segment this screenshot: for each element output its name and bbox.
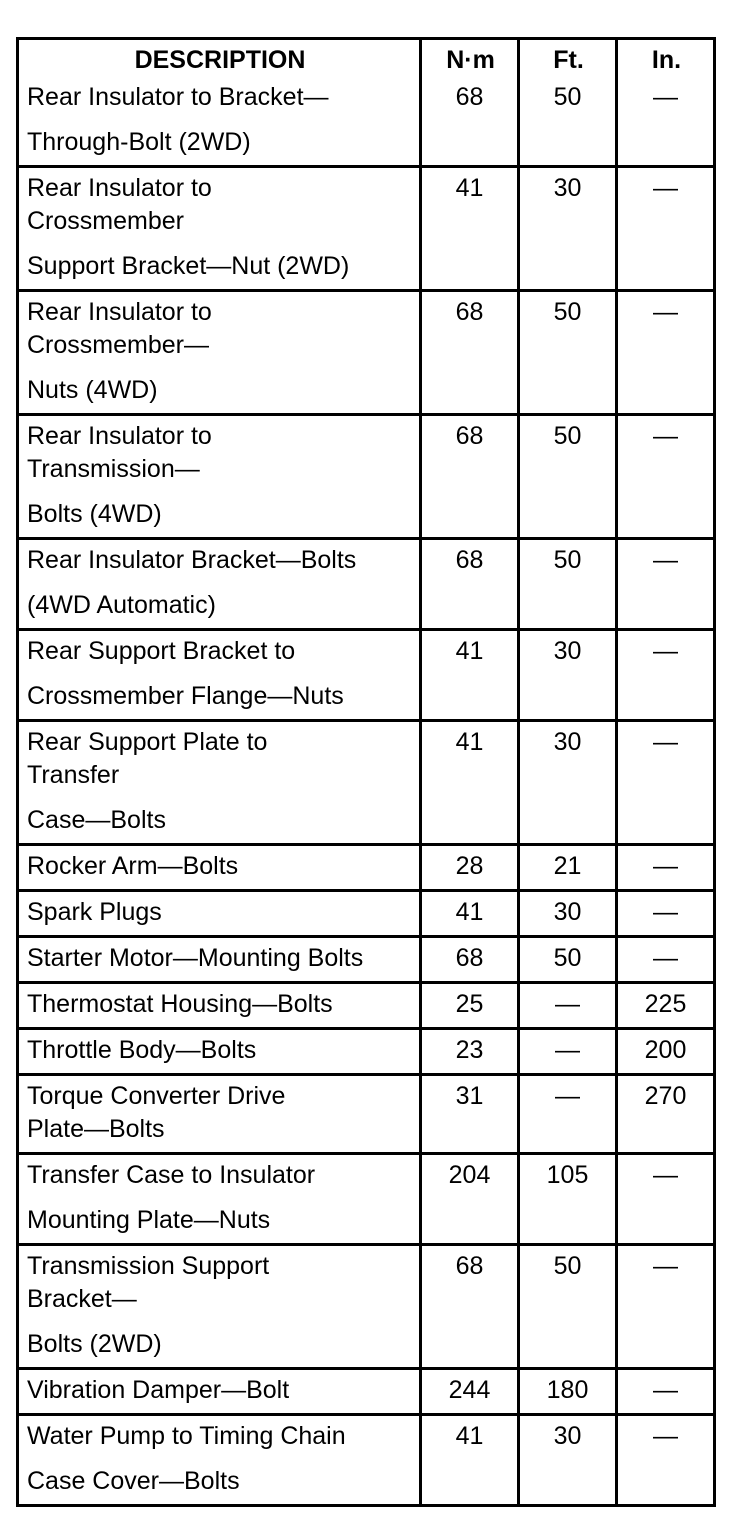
- description-line: Rear Insulator to: [27, 298, 212, 326]
- line-gap: [27, 114, 413, 126]
- description-line: Through-Bolt (2WD): [27, 128, 251, 156]
- table-row: [18, 1369, 715, 1415]
- ft-cell: 50: [519, 937, 617, 983]
- header-nm: N·m: [421, 39, 519, 78]
- nm-cell: 68: [421, 1245, 519, 1369]
- description-cell: [18, 845, 421, 891]
- header-description: DESCRIPTION: [18, 39, 421, 78]
- table-row: [18, 1075, 715, 1154]
- description-cell: [18, 415, 421, 539]
- table-row: [18, 415, 715, 539]
- nm-cell: 68: [421, 539, 519, 630]
- table-row: [18, 1029, 715, 1075]
- nm-cell: 41: [421, 1415, 519, 1506]
- in-cell: 200: [617, 1029, 715, 1075]
- description-line: Thermostat Housing—Bolts: [27, 990, 333, 1018]
- nm-cell: 204: [421, 1154, 519, 1245]
- table-row: [18, 1154, 715, 1245]
- table-row: [18, 1245, 715, 1369]
- in-cell: —: [617, 721, 715, 845]
- description-line: Transfer: [27, 761, 120, 789]
- description-cell: [18, 1154, 421, 1245]
- description-line: Torque Converter Drive: [27, 1082, 286, 1110]
- description-line: Transmission Support: [27, 1252, 270, 1280]
- line-gap: [27, 1316, 413, 1328]
- description-cell: [18, 539, 421, 630]
- description-cell: [18, 77, 421, 167]
- description-line: Throttle Body—Bolts: [27, 1036, 257, 1064]
- nm-cell: 68: [421, 415, 519, 539]
- ft-cell: 50: [519, 539, 617, 630]
- table-row: [18, 845, 715, 891]
- table-body: [18, 77, 715, 1506]
- description-cell: [18, 630, 421, 721]
- line-gap: [27, 1192, 413, 1204]
- ft-cell: 30: [519, 891, 617, 937]
- table-row: [18, 167, 715, 291]
- in-cell: —: [617, 1415, 715, 1506]
- header-ft: Ft.: [519, 39, 617, 78]
- description-cell: [18, 721, 421, 845]
- description-line: Water Pump to Timing Chain: [27, 1422, 346, 1450]
- description-line: Rear Support Bracket to: [27, 637, 296, 665]
- line-gap: [27, 792, 413, 804]
- description-line: Bracket—: [27, 1285, 137, 1313]
- description-cell: [18, 1029, 421, 1075]
- in-cell: —: [617, 1245, 715, 1369]
- nm-cell: 244: [421, 1369, 519, 1415]
- description-line: Bolts (2WD): [27, 1330, 162, 1358]
- ft-cell: 30: [519, 721, 617, 845]
- in-cell: —: [617, 77, 715, 167]
- ft-cell: 30: [519, 630, 617, 721]
- description-line: Crossmember—: [27, 331, 209, 359]
- description-line: Rocker Arm—Bolts: [27, 852, 239, 880]
- table-row: [18, 291, 715, 415]
- ft-cell: 30: [519, 1415, 617, 1506]
- in-cell: —: [617, 891, 715, 937]
- line-gap: [27, 1453, 413, 1465]
- nm-cell: 23: [421, 1029, 519, 1075]
- description-line: Mounting Plate—Nuts: [27, 1206, 271, 1234]
- nm-cell: 28: [421, 845, 519, 891]
- in-cell: —: [617, 845, 715, 891]
- description-cell: [18, 1415, 421, 1506]
- table-row: [18, 630, 715, 721]
- description-line: Case Cover—Bolts: [27, 1467, 240, 1495]
- in-cell: 270: [617, 1075, 715, 1154]
- nm-cell: 68: [421, 937, 519, 983]
- ft-cell: 50: [519, 415, 617, 539]
- nm-cell: 41: [421, 630, 519, 721]
- nm-cell: 68: [421, 77, 519, 167]
- nm-cell: 68: [421, 291, 519, 415]
- in-cell: 225: [617, 983, 715, 1029]
- ft-cell: 50: [519, 1245, 617, 1369]
- ft-cell: 50: [519, 77, 617, 167]
- ft-cell: 30: [519, 167, 617, 291]
- header-row: [18, 39, 715, 78]
- torque-spec-table: [16, 37, 716, 1507]
- description-line: Case—Bolts: [27, 806, 166, 834]
- in-cell: —: [617, 630, 715, 721]
- description-line: Rear Insulator to Bracket—: [27, 83, 329, 111]
- description-line: Rear Support Plate to: [27, 728, 268, 756]
- ft-cell: 50: [519, 291, 617, 415]
- ft-cell: 180: [519, 1369, 617, 1415]
- line-gap: [27, 668, 413, 680]
- ft-cell: —: [519, 983, 617, 1029]
- description-line: Starter Motor—Mounting Bolts: [27, 944, 364, 972]
- table-row: [18, 77, 715, 167]
- description-line: Nuts (4WD): [27, 376, 158, 404]
- description-cell: [18, 167, 421, 291]
- description-line: Support Bracket—Nut (2WD): [27, 252, 350, 280]
- description-cell: [18, 1245, 421, 1369]
- in-cell: —: [617, 1369, 715, 1415]
- line-gap: [27, 577, 413, 589]
- ft-cell: —: [519, 1029, 617, 1075]
- table-row: [18, 983, 715, 1029]
- nm-cell: 31: [421, 1075, 519, 1154]
- description-line: Crossmember: [27, 207, 184, 235]
- nm-cell: 25: [421, 983, 519, 1029]
- description-cell: [18, 1075, 421, 1154]
- ft-cell: 21: [519, 845, 617, 891]
- description-line: Spark Plugs: [27, 898, 162, 926]
- line-gap: [27, 362, 413, 374]
- nm-cell: 41: [421, 167, 519, 291]
- in-cell: —: [617, 291, 715, 415]
- description-line: Vibration Damper—Bolt: [27, 1376, 290, 1404]
- line-gap: [27, 238, 413, 250]
- nm-cell: 41: [421, 721, 519, 845]
- table-row: [18, 721, 715, 845]
- description-line: Rear Insulator Bracket—Bolts: [27, 546, 357, 574]
- description-line: Transmission—: [27, 455, 200, 483]
- table-row: [18, 539, 715, 630]
- description-line: Plate—Bolts: [27, 1115, 165, 1143]
- in-cell: —: [617, 1154, 715, 1245]
- description-line: Rear Insulator to: [27, 174, 212, 202]
- table-row: [18, 1415, 715, 1506]
- description-cell: [18, 1369, 421, 1415]
- ft-cell: —: [519, 1075, 617, 1154]
- description-cell: [18, 983, 421, 1029]
- in-cell: —: [617, 539, 715, 630]
- description-line: Rear Insulator to: [27, 422, 212, 450]
- description-line: Transfer Case to Insulator: [27, 1161, 316, 1189]
- description-line: Crossmember Flange—Nuts: [27, 682, 344, 710]
- in-cell: —: [617, 167, 715, 291]
- description-cell: [18, 937, 421, 983]
- header-in: In.: [617, 39, 715, 78]
- description-line: (4WD Automatic): [27, 591, 216, 619]
- description-cell: [18, 291, 421, 415]
- ft-cell: 105: [519, 1154, 617, 1245]
- description-cell: [18, 891, 421, 937]
- in-cell: —: [617, 937, 715, 983]
- line-gap: [27, 486, 413, 498]
- table-row: [18, 937, 715, 983]
- in-cell: —: [617, 415, 715, 539]
- nm-cell: 41: [421, 891, 519, 937]
- description-line: Bolts (4WD): [27, 500, 162, 528]
- table-row: [18, 891, 715, 937]
